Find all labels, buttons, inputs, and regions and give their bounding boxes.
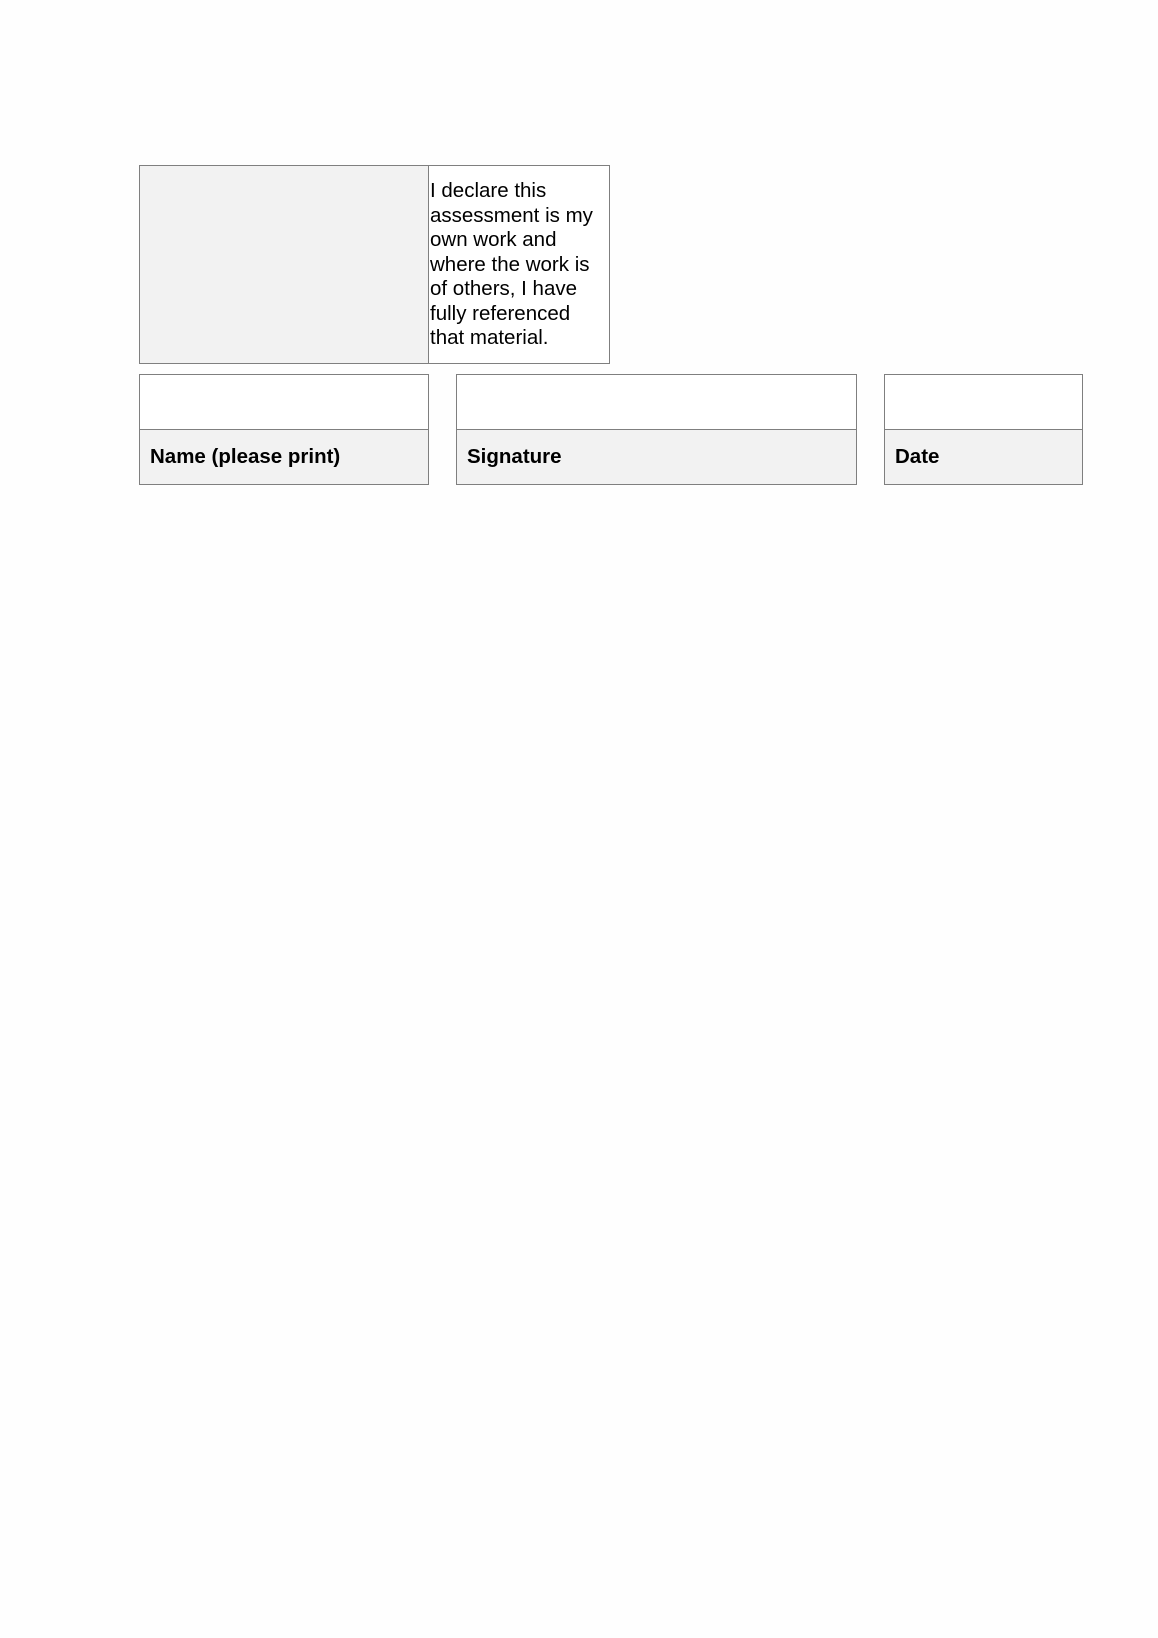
date-input-box[interactable]: [884, 374, 1083, 430]
date-field-group: [884, 374, 1083, 486]
signature-field-group: [456, 374, 857, 486]
declaration-text-cell: [428, 165, 610, 364]
declaration-blank-cell: [139, 165, 429, 364]
signature-label: Signature: [456, 429, 857, 485]
date-label: Date: [884, 429, 1083, 485]
name-input-box[interactable]: [139, 374, 429, 430]
name-field-group: [139, 374, 429, 486]
name-label: Name (please print): [139, 429, 429, 485]
declaration-statement: I declare this assessment is my own work and where the work is of others, I have fully referenced that material.: [430, 179, 593, 349]
signature-input-box[interactable]: [456, 374, 857, 430]
